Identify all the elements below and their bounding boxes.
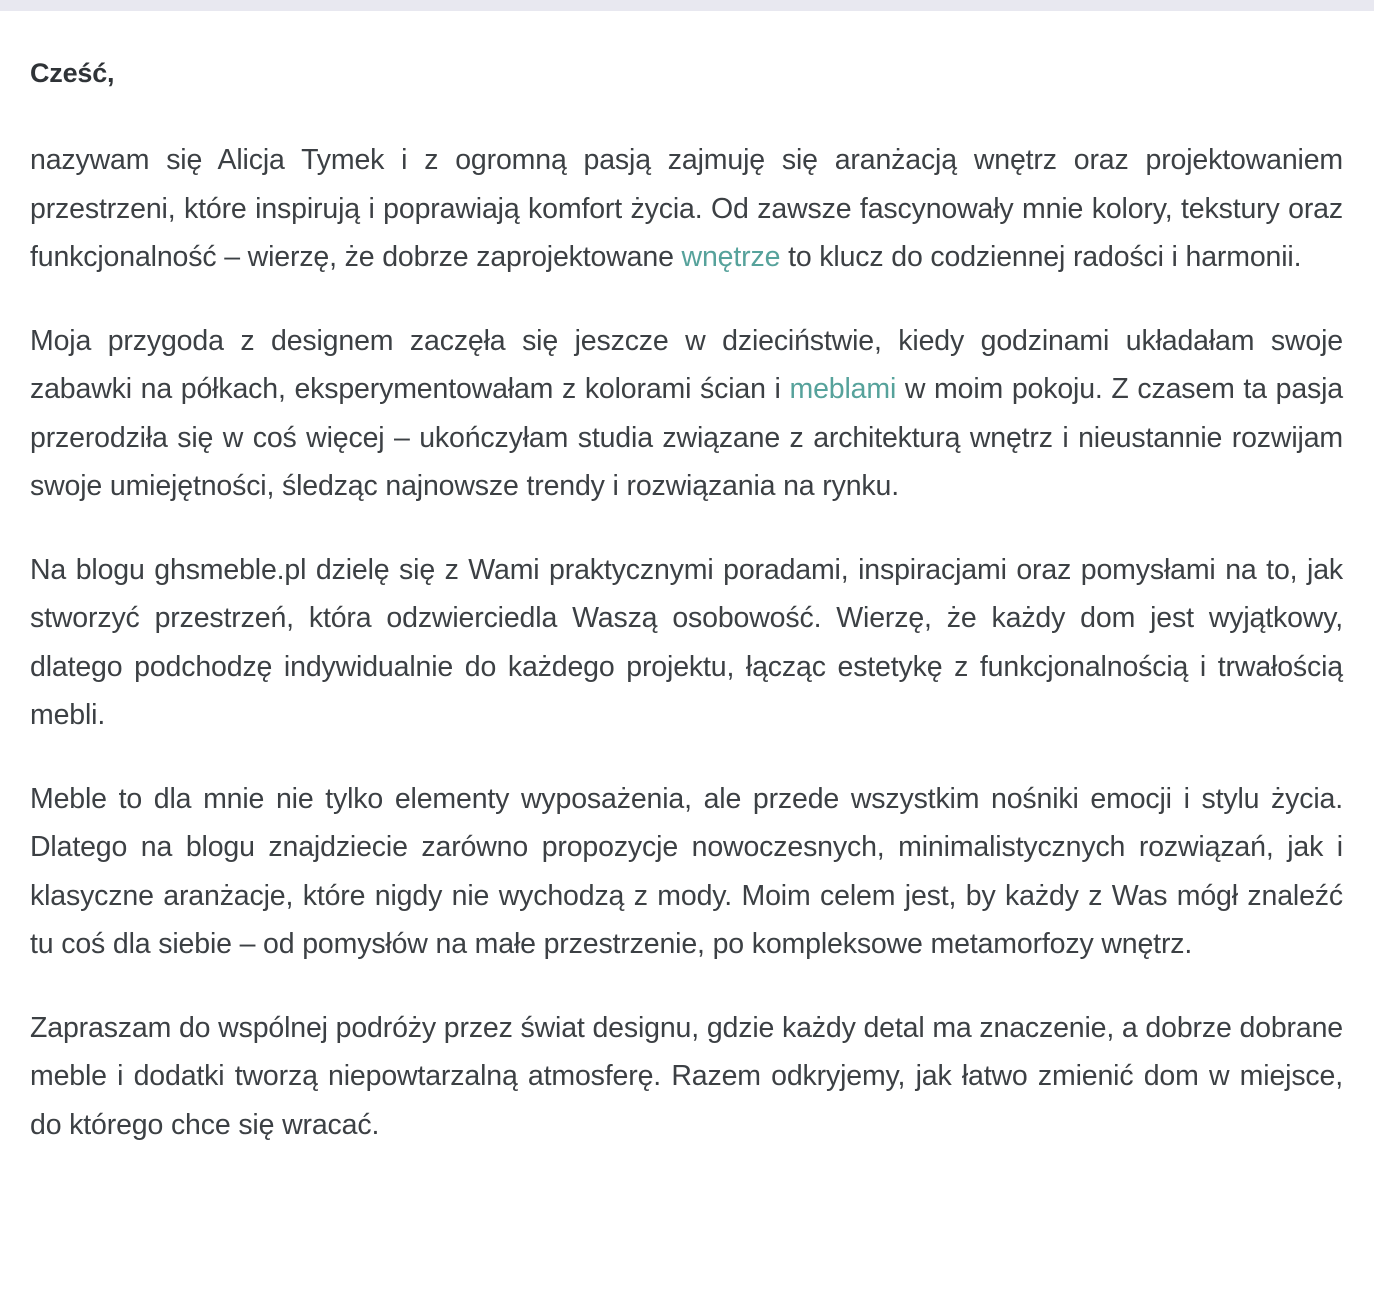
paragraph-furniture [30, 740, 1343, 969]
paragraph-intro [30, 90, 1343, 282]
paragraph-text: Na blogu ghsmeble.pl dzielę się z Wami praktycznymi poradami, inspiracjami oraz pomysłami na to, jak stworzyć przestrzeń, która odzwierciedla Waszą osobowość. Wierzę, że każdy dom jest wyjątkowy, dlatego podchodzę indywidualnie do każdego projektu, łącząc estetykę z funkcjonalnością i trwałością mebli. [30, 553, 1343, 731]
paragraph-beginnings [30, 282, 1343, 511]
top-accent-band [0, 0, 1374, 11]
paragraph-blog [30, 511, 1343, 740]
paragraph-text: w moim pokoju. Z czasem ta pasja przerodziła się w coś więcej – ukończyłam studia związane z architekturą wnętrz i nieustannie rozwijam swoje umiejętności, śledząc najnowsze trendy i rozwiązania na rynku. [30, 373, 1343, 502]
page-title: Cześć, [30, 58, 115, 88]
paragraph-text: nazywam się Alicja Tymek i z ogromną pasją zajmuję się aranżacją wnętrz oraz projektowaniem przestrzeni, które inspirują i poprawiają komfort życia. Od zawsze fascynowały mnie kolory, tekstury oraz funkcjonalność – wierzę, że dobrze zaprojektowane [30, 144, 1343, 273]
paragraph-text: Meble to dla mnie nie tylko elementy wyposażenia, ale przede wszystkim nośniki emocji i stylu życia. Dlatego na blogu znajdziecie zarówno propozycje nowoczesnych, minimalistycznych rozwiązań, jak i klasyczne aranżacje, które nigdy nie wychodzą z mody. Moim celem jest, by każdy z Was mógł znaleźć tu coś dla siebie – od pomysłów na małe przestrzenie, po kompleksowe metamorfozy wnętrz. [30, 782, 1343, 960]
article-body [0, 11, 1374, 1149]
paragraph-text: Moja przygoda z designem zaczęła się jeszcze w dzieciństwie, kiedy godzinami układałam swoje zabawki na półkach, eksperymentowałam z kolorami ścian i [30, 324, 1343, 405]
paragraph-text: Zapraszam do wspólnej podróży przez świat designu, gdzie każdy detal ma znaczenie, a dobrze dobrane meble i dodatki tworzą niepowtarzalną atmosferę. Razem odkryjemy, jak łatwo zmienić dom w miejsce, do którego chce się wracać. [30, 1011, 1343, 1141]
inline-link-wnętrze[interactable]: wnętrze [681, 241, 781, 273]
paragraph-text: to klucz do codziennej radości i harmonii. [780, 241, 1302, 273]
inline-link-meblami[interactable]: meblami [789, 373, 897, 405]
paragraph-invitation [30, 969, 1343, 1150]
